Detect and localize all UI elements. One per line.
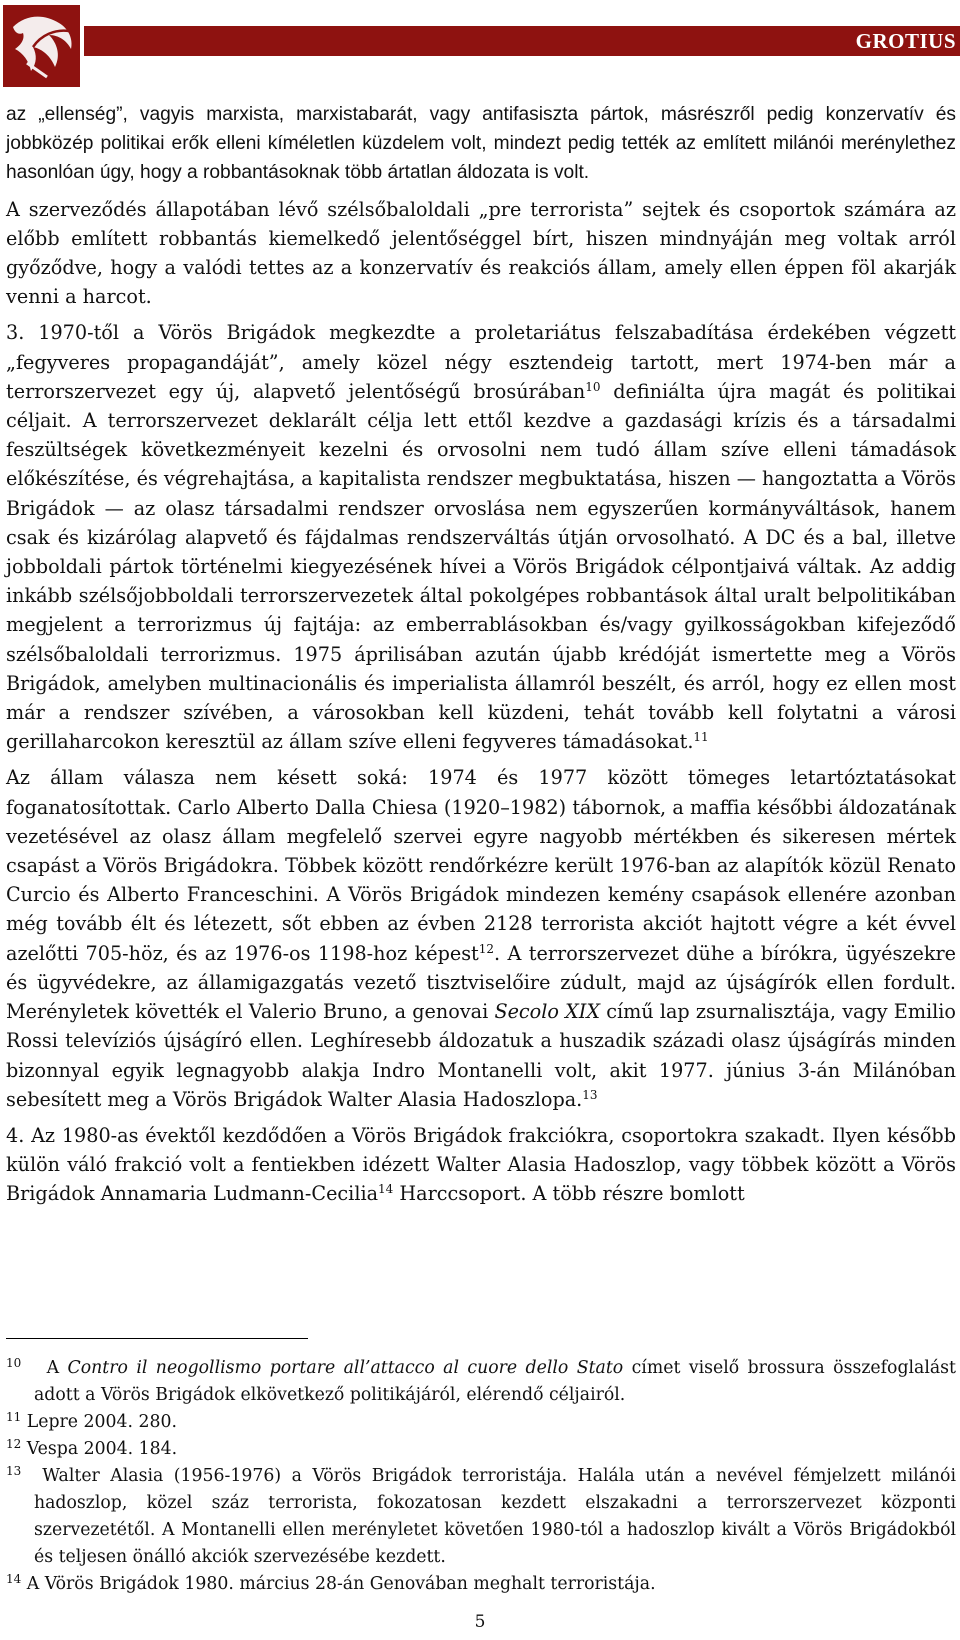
footnote-13 [6,1463,956,1571]
quill-logo-icon [3,5,80,87]
footnote-text: Walter Alasia (1956-1976) a Vörös Brigádok terroristája. Halála után a nevével fémjelzett milánói hadoszlop, közel száz terrorista, fokozatosan kezdett elszakadni a terrorszervezet központi szervezetétől. A Montanelli ellen merényletet követően 1980-tól a hadoszlop kivált a Vörös Brigádokból és teljesen önálló akciók szervezésébe kezdett. [34,1466,956,1567]
footnote-ref-13[interactable]: 13 [582,1087,598,1102]
footnote-number: 12 [6,1437,22,1451]
footnote-text: Vespa 2004. 184. [26,1439,178,1459]
footnote-ref-12[interactable]: 12 [478,941,495,956]
footnote-ref-11[interactable]: 11 [693,730,709,745]
footnote-number: 14 [6,1572,22,1586]
paragraph-3 [6,318,956,756]
paragraph-4-text-a: Az állam válasza nem késett soká: 1974 és 1977 között tömeges letartóztatásokat foganatosítottak. Carlo Alberto Dalla Chiesa (1920–1982) tábornok, a maffia későbbi áldozatának vezetésével az olasz állam megfelelő szervei egyre nagyobb mértékben és sikeresen mértek csapást a Vörös Brigádokra. Többek között rendőrkézre került 1976-ban az alapítók közül Renato Curcio és Alberto Franceschini. A Vörös Brigádok mindezen kemény csapások ellenére azonban még tovább élt és létezett, sőt ebben az évben 2128 terrorista akciót hajtott végre a két évvel azelőtti 705-höz, és az 1976-os 1198-hoz képest [6,766,956,965]
paragraph-4 [6,763,956,1113]
footnote-separator [6,1338,308,1339]
footnote-number: 13 [6,1464,22,1478]
paragraph-3-text-a: 3. 1970-től a Vörös Brigádok megkezdte a proletariátus felszabadítása érdekében végzett „fegyveres propagandáját”, amely közel négy esztendeig tartott, mert 1974-ben már a terrorszervezet egy új, alapvető jelentőségű brosúrában [6,321,956,403]
page-number: 5 [474,1612,486,1632]
footnote-11 [6,1409,956,1436]
paragraph-4-text-c: című lap zsurnalisztája, vagy Emilio Rossi televíziós újságíró ellen. Leghíresebb áldozatuk a huszadik századi olasz újságírás minden bizonnyal egyik legnagyobb alakja Indro Montanelli volt, akit 1977. június 3-án Milánóban sebesített meg a Vörös Brigádok Walter Alasia Hadoszlopa. [6,1000,956,1111]
brand-title: GROTIUS [855,29,956,53]
footnote-ref-14[interactable]: 14 [378,1182,394,1197]
article-body [6,100,956,1216]
paragraph-5-text-a: 4. Az 1980-as évektől kezdődően a Vörös Brigádok frakciókra, csoportokra szakadt. Ilyen később külön váló frakció volt a fentiekben idézett Walter Alasia Hadoszlop, vagy többek között a Vörös Brigádok Annamaria Ludmann-Cecilia [6,1123,956,1206]
footnote-12 [6,1436,956,1463]
footnotes [6,1355,956,1598]
footnote-text: A [46,1358,68,1378]
header-band [84,26,960,56]
paragraph-1: az „ellenség”, vagyis marxista, marxistabarát, vagy antifasiszta pártok, másrészről pedig konzervatív és jobbközép politikai erők elleni kíméletlen küzdelem volt, mindezt pedig tették az említett milánói merénylethez hasonlóan úgy, hogy a robbantásoknak több ártatlan áldozata is volt. [6,104,956,184]
footnote-text: címet viselő brossura összefoglalást adott a Vörös Brigádok elkövetkező politikájáról, elérendő céljairól. [34,1358,956,1405]
paragraph-4-text-b: . A terrorszervezet dühe a bírókra, ügyészekre és ügyvédekre, az államigazgatás vezető tisztviselőire zúdult, majd az újságírók ellen fordult. Merényletek követték el Valerio Bruno, a genovai [6,941,956,1024]
paragraph-3-text-b: definiálta újra magát és politikai céljait. A terrorszervezet deklarált célja lett ettől kezdve a gazdasági krízis és a társadalmi feszültségek következményeit kezelni és orvosolni nem tudó állam szíve elleni támadások előkészítése, és végrehajtása, a kapitalista rendszer megbuktatása, hiszen — hangoztatta a Vörös Brigádok — az olasz társadalmi rendszer orvoslása nem egyszerűen kormányváltások, hanem csak és kizárólag alapvető és fájdalmas rendszerváltás útján orvosolható. A DC és a bal, illetve jobboldali pártok történelmi kiegyezésének hívei a Vörös Brigádok célpontjaivá váltak. Az addig inkább szélsőjobboldali terrorszervezetek által pokolgépes robbantások által uralt belpolitikában megjelent a terrorizmus új fajtája: az emberrablásokban és/vagy gyilkosságokban kifejeződő szélsőbaloldali terrorizmus. 1975 áprilisában azután újabb krédóját ismertette meg a Vörös Brigádok, amelyben multinacionális és imperialista államról beszélt, és arról, hogy ez ellen most már a rendszer szívében, a városokban kell küzdeni, tehát tovább kell folytatni a városi gerillaharcokon keresztül az állam szíve elleni fegyveres támadásokat. [6,379,956,754]
footnote-number: 11 [6,1410,22,1424]
footnote-number: 10 [6,1356,22,1370]
footnote-text: Lepre 2004. 280. [26,1412,177,1432]
footnote-14 [6,1571,956,1598]
paragraph-5 [6,1121,956,1209]
paragraph-2: A szerveződés állapotában lévő szélsőbaloldali „pre terrorista” sejtek és csoportok számára az előbb említett robbantás kiemelkedő jelentőséggel bírt, hiszen mindnyáján meg voltak arról győződve, hogy a valódi tettes az a konzervatív és reakciós állam, amely ellen éppen föl akarják venni a harcot. [6,197,956,309]
page-header [0,0,960,92]
newspaper-title: Secolo XIX [494,1000,601,1024]
brochure-title: Contro il neogollismo portare all’attacco al cuore dello Stato [67,1358,624,1378]
footnote-10 [6,1355,956,1409]
grotius-logo [3,5,80,87]
footnote-text: A Vörös Brigádok 1980. március 28-án Genovában meghalt terroristája. [26,1574,656,1594]
footnote-ref-10[interactable]: 10 [585,379,601,394]
paragraph-5-text-b: Harccsoport. A több részre bomlott [393,1182,745,1206]
